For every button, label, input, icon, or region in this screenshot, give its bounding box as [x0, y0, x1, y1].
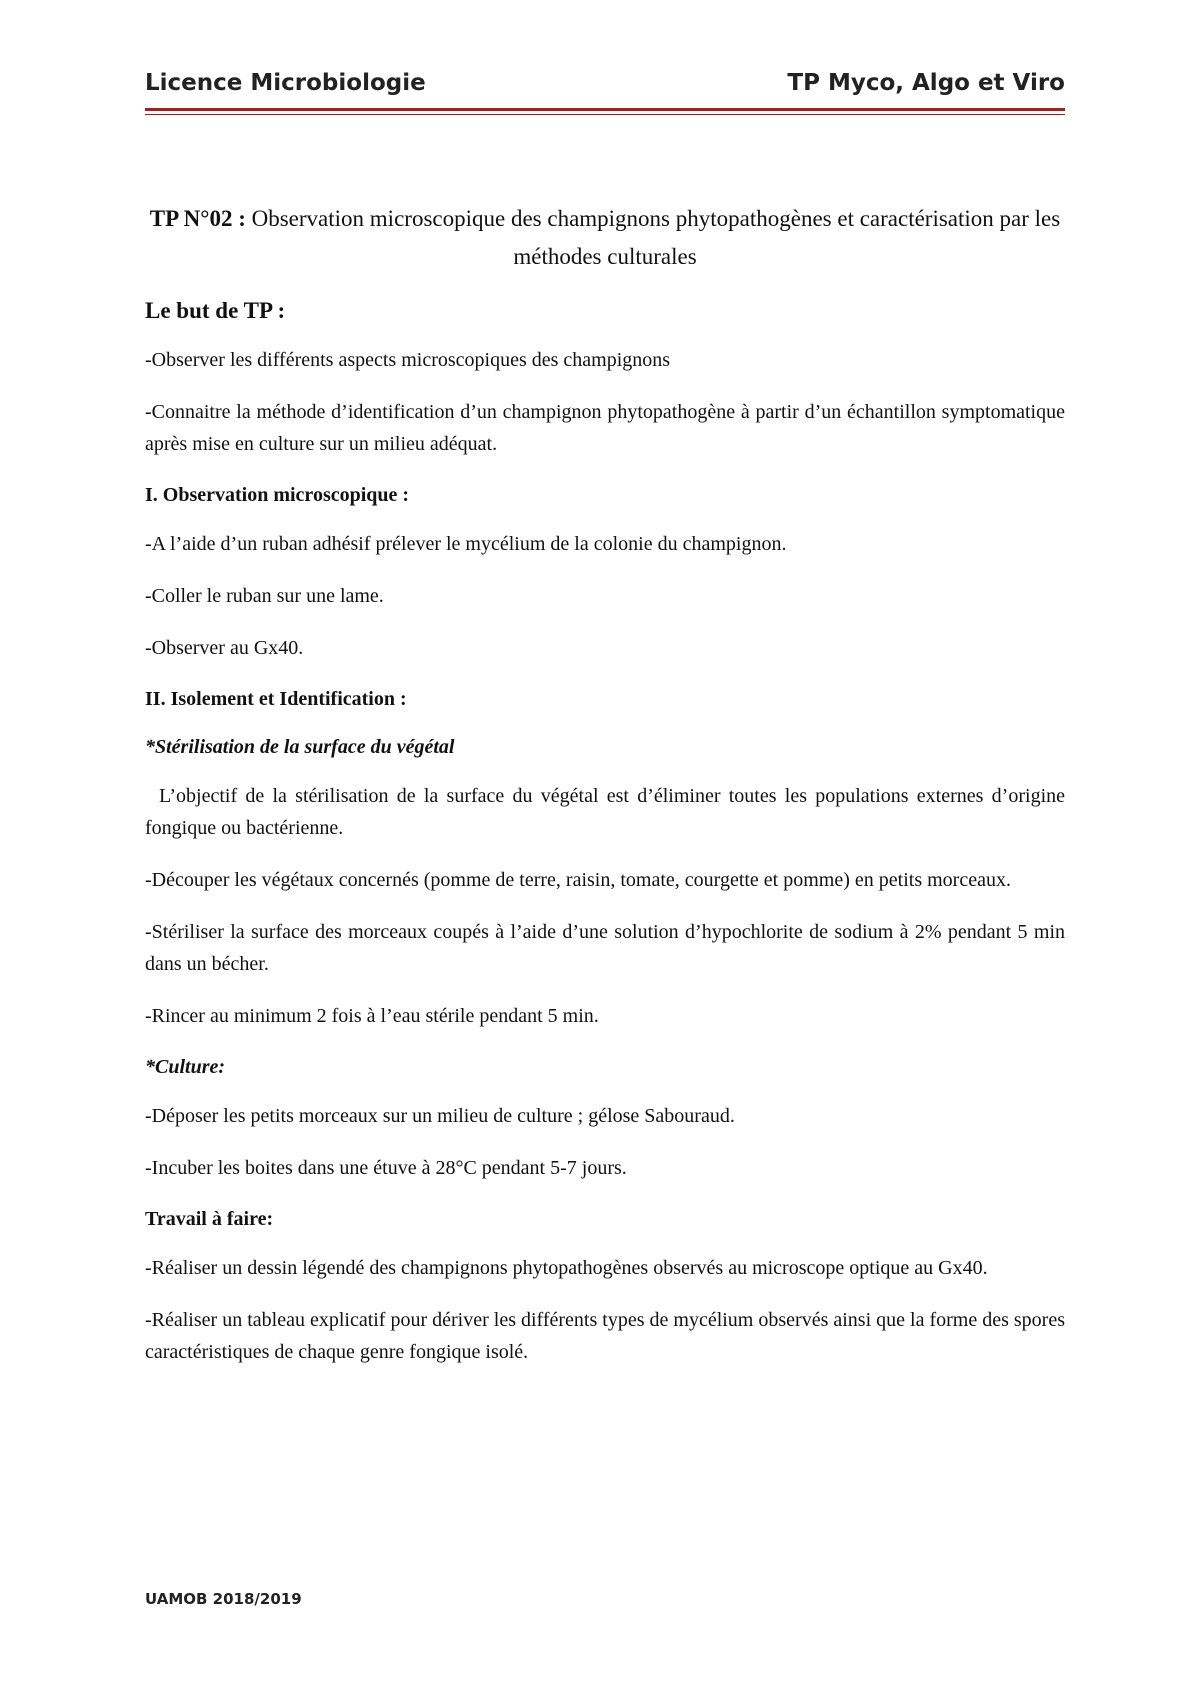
sterilisation-item: -Stériliser la surface des morceaux coupés à l’aide d’une solution d’hypochlorite de sodium à 2% pendant 5 min dans un bécher.: [145, 921, 1065, 975]
sterilisation-heading: *Stérilisation de la surface du végétal: [145, 736, 455, 758]
goal-item: -Connaitre la méthode d’identification d’un champignon phytopathogène à partir d’un échantillon symptomatique après mise en culture sur un milieu adéquat.: [145, 401, 1065, 455]
culture-item: -Incuber les boites dans une étuve à 28°C pendant 5-7 jours.: [145, 1157, 627, 1179]
section1-heading: I. Observation microscopique :: [145, 484, 410, 506]
header-rule-thick: [145, 108, 1065, 111]
sterilisation-item: -Découper les végétaux concernés (pomme de terre, raisin, tomate, courgette et pomme) en petits morceaux.: [145, 869, 1011, 891]
sterilisation-item: L’objectif de la stérilisation de la surface du végétal est d’éliminer toutes les populations externes d’origine fongique ou bactérienne.: [145, 785, 1065, 839]
section1-item: -Observer au Gx40.: [145, 637, 304, 659]
header-right: TP Myco, Algo et Viro: [787, 70, 1065, 96]
culture-item: -Déposer les petits morceaux sur un milieu de culture ; gélose Sabouraud.: [145, 1105, 735, 1127]
title-text: Observation microscopique des champignons phytopathogènes et caractérisation par les méthodes culturales: [251, 206, 1061, 269]
header-rule-thin: [145, 114, 1065, 115]
goal-heading: Le but de TP :: [145, 298, 286, 323]
sterilisation-item: -Rincer au minimum 2 fois à l’eau stérile pendant 5 min.: [145, 1005, 599, 1027]
document-body: [145, 200, 1065, 1388]
title-label: TP N°02 :: [149, 206, 246, 231]
section1-item: -Coller le ruban sur une lame.: [145, 585, 384, 607]
culture-heading: *Culture:: [145, 1056, 226, 1078]
work-item: -Réaliser un dessin légendé des champignons phytopathogènes observés au microscope optique au Gx40.: [145, 1257, 988, 1279]
section1-item: -A l’aide d’un ruban adhésif prélever le mycélium de la colonie du champignon.: [145, 533, 787, 555]
document-title: [145, 200, 1065, 276]
work-heading: Travail à faire:: [145, 1208, 274, 1230]
header-left: Licence Microbiologie: [145, 70, 426, 96]
work-item: -Réaliser un tableau explicatif pour dériver les différents types de mycélium observés ainsi que la forme des spores caractéristiques de chaque genre fongique isolé.: [145, 1309, 1065, 1363]
page-footer: UAMOB 2018/2019: [145, 1590, 302, 1608]
goal-item: -Observer les différents aspects microscopiques des champignons: [145, 349, 671, 371]
page-header: [145, 70, 1065, 96]
section2-heading: II. Isolement et Identification :: [145, 688, 407, 710]
